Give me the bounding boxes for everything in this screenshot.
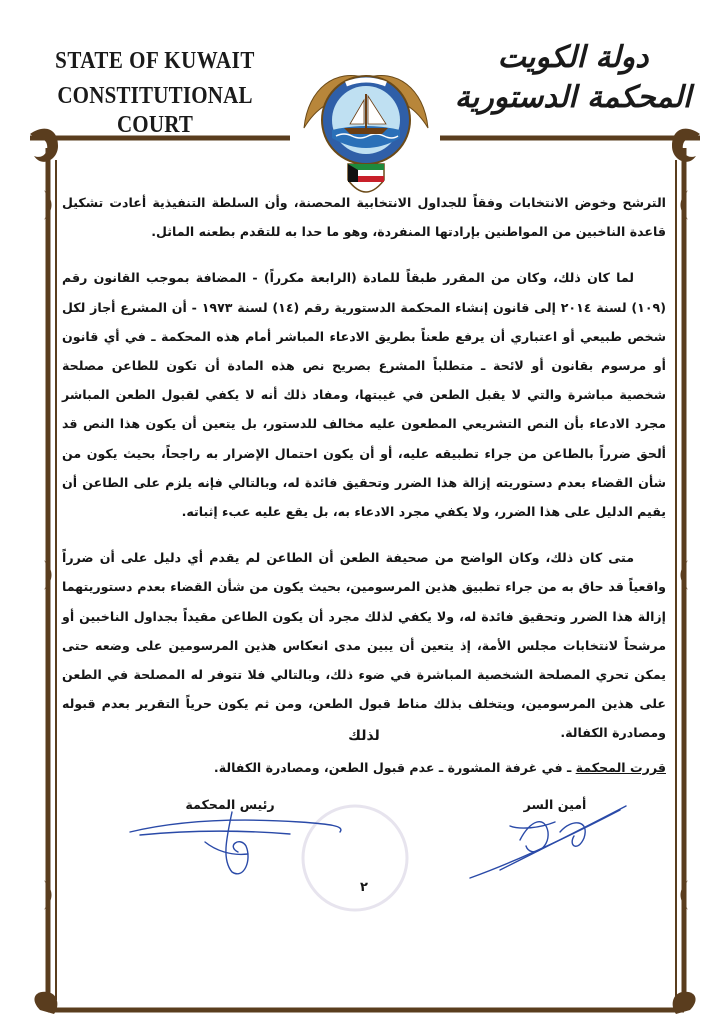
paragraph-3: متى كان ذلك، وكان الواضح من صحيفة الطعن أن الطاعن لم يقدم أي دليل على أن ضرراً واقعياً قد حاق به من جراء تطبيق هذين المرسومين، بحيث يكون من شأن القضاء بعدم دستوريتهما إزالة هذا الضرر وتحقيق فائدة له، ولا يكفي لذلك مجرد أن يكون الطاعن مقيداً بجداول الناخبين أو مرشحاً لانتخابات مجلس الأمة، إذ يتعين أن يبين مدى انعكاس هذين المرسومين على وضعه حتى يمكن تحري المصلحة الشخصية المباشرة في ضوء ذلك، وبالتالي فلا تتوفر له المصلحة في الطعن على هذين المرسومين، ويتخلف بذلك مناط قبول الطعن، ومن ثم يكون حرياً التقرير بعدم قبوله ومصادرة الكفالة. (62, 550, 666, 741)
conclusion-heading: لذلك (348, 728, 380, 744)
decision-text: ـ في غرفة المشورة ـ عدم قبول الطعن، ومصادرة الكفالة. (213, 760, 576, 775)
header-arabic (448, 38, 698, 118)
kuwait-emblem-icon (296, 58, 436, 206)
secretary-title: أمين السر (523, 797, 587, 812)
paragraph-2: لما كان ذلك، وكان من المقرر طبقاً للمادة (الرابعة مكرراً) - المضافة بموجب القانون رقم (١٠٩) لسنة ٢٠١٤ إلى قانون إنشاء المحكمة الدستورية رقم (١٤) لسنة ١٩٧٣ - أن المشرع أجاز لكل شخص طبيعي أو اعتباري أن يرفع طعناً بطريق الادعاء المباشر أمام هذه المحكمة ـ في أي قانون أو مرسوم بقانون أو لائحة ـ متطلباً المشرع بصريح نص هذه المادة أن تكون للطاعن مصلحة شخصية مباشرة والتي لا يقبل الطعن في غيبتها، ومفاد ذلك أنه لا يكفي لقبول الطعن المباشر مجرد الادعاء بأن النص التشريعي المطعون عليه مخالف للدستور، بل يتعين أن يكون هذا النص قد ألحق ضرراً بالطاعن من جراء تطبيقه عليه، أو أن يكون احتمال الإضرار به راجحاً، بحيث يكون من شأن القضاء بعدم دستوريته إزالة هذا الضرر وتحقيق فائدة له، وبالتالي فإنه يلزم على الطاعن أن يقيم الدليل على هذا الضرر، ولا يكفي مجرد الادعاء به، بل يقع عليه عبء إثباته. (62, 270, 666, 520)
paragraph-1: الترشح وخوض الانتخابات وفقاً للجداول الانتخابية المحصنة، وأن السلطة التنفيذية أعادت تشكيل قاعدة الناخبين من المواطنين بإرادتها المنفردة، وهو ما حدا به للتقدم بطعنه الماثل. (62, 195, 666, 240)
page-number: ٢ (360, 880, 368, 895)
header-court-name: CONSTITUTIONAL COURT (57, 81, 253, 138)
court-decision (62, 760, 666, 775)
header-english (40, 46, 270, 138)
header-court-name-arabic: المحكمة الدستورية (454, 80, 692, 115)
court-president-title: رئيس المحكمة (185, 797, 275, 812)
decision-lead: قررت المحكمة (575, 760, 666, 775)
ruling-body (62, 188, 666, 748)
president-signature-icon (130, 812, 341, 874)
secretary-signature-icon (470, 806, 626, 878)
header-state-name-arabic: دولة الكويت (497, 40, 649, 75)
header-state-name: STATE OF KUWAIT (55, 46, 255, 74)
